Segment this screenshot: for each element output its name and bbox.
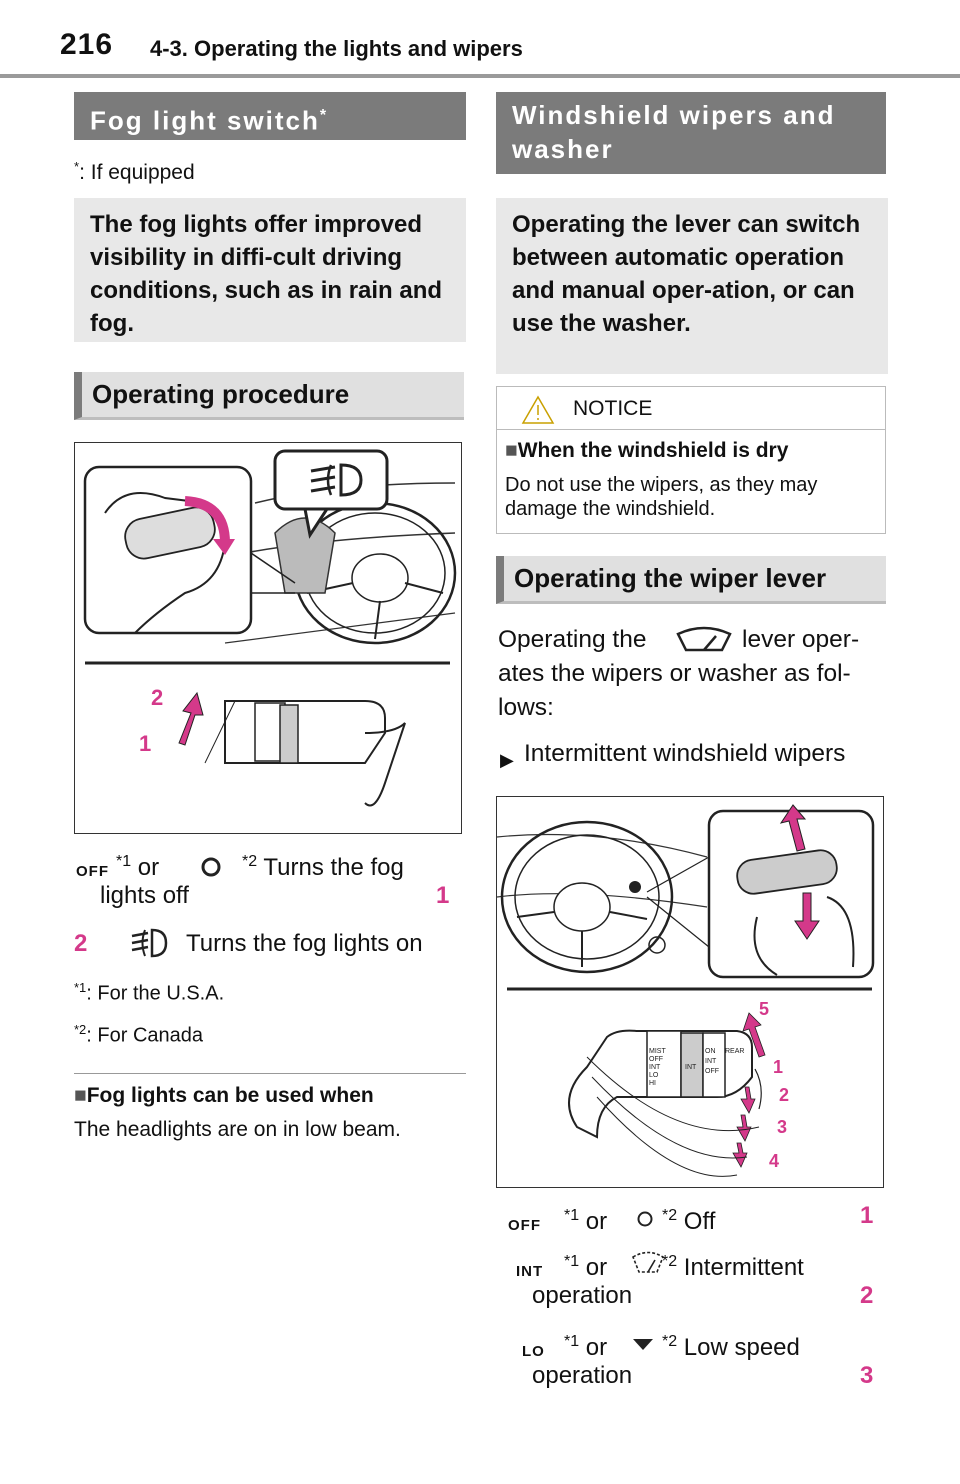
svg-text:INT: INT [705, 1058, 717, 1065]
off-icon: OFF [508, 1217, 541, 1234]
page-number: 216 [60, 28, 114, 61]
svg-text:HI: HI [649, 1080, 656, 1087]
fog-switch-illustration [75, 443, 460, 832]
int-icon: INT [516, 1263, 544, 1280]
wiper-row-int: INT $^{*1}$ or $^{*2}$ Intermittent operation 2 [496, 1246, 888, 1324]
left-column [74, 92, 466, 1142]
fog-intro-box: The fog lights offer improved visibility in diffi-cult driving conditions, such as in rain and fog. [74, 198, 466, 342]
low-speed-triangle-icon [632, 1338, 654, 1352]
note-divider [74, 1073, 466, 1074]
wiper-row-lo: LO $^{*1}$ or $^{*2}$ Low speed operation 3 [522, 1333, 874, 1389]
bullet-intermittent: ▶ Intermittent windshield wipers [496, 738, 888, 774]
section-title-wipers: Windshield wipers and washer [496, 92, 886, 174]
section-title-fog: Fog light switch* [74, 92, 466, 140]
svg-text:MIST: MIST [649, 1048, 666, 1055]
lo-icon: LO [522, 1343, 545, 1360]
footnote-2: $^{*2}$: For Canada [74, 1021, 204, 1047]
svg-text:OFF: OFF [649, 1056, 663, 1063]
wiper-lever-figure [496, 796, 884, 1188]
notice-box [496, 386, 886, 534]
wiper-row-off: OFF $^{*1}$ or $^{*2}$ Off 1 [496, 1200, 888, 1240]
wiper-lever-illustration [497, 797, 882, 1186]
wiper-icon [674, 624, 734, 654]
note-text: The headlights are on in low beam. [74, 1118, 401, 1142]
warning-icon [521, 395, 555, 425]
note-title: ■Fog lights can be used when [74, 1084, 374, 1108]
subsection-operating-procedure: Operating procedure [74, 372, 464, 420]
wiper-figure-label-5: 5 [759, 999, 770, 1019]
fog-item-1: OFF $^{*1}$ or $^{*2}$ Turns the fog lights off 1 [76, 853, 450, 909]
notice-label: NOTICE [573, 397, 653, 420]
fog-figure-label-2: 2 [151, 685, 164, 710]
svg-text:INT: INT [685, 1064, 697, 1071]
svg-text:OFF: OFF [705, 1068, 719, 1075]
svg-text:LO: LO [649, 1072, 659, 1079]
fog-item-2: 2 Turns the fog lights on [74, 930, 423, 957]
right-column [496, 92, 888, 1404]
page-header [0, 0, 960, 78]
header-rule [0, 74, 960, 78]
intermittent-wiper-icon [630, 1250, 666, 1276]
wiper-figure-label-4: 4 [769, 1151, 780, 1171]
svg-text:REAR: REAR [725, 1048, 745, 1055]
ring-off-icon [636, 1210, 654, 1228]
svg-text:ON: ON [705, 1048, 716, 1055]
wiper-figure-label-3: 3 [777, 1117, 788, 1137]
fog-on-icon [130, 928, 170, 958]
wiper-figure-label-1: 1 [773, 1057, 784, 1077]
wiper-paragraph: Operating the lever oper- ates the wipers or washer as fol- lows: [498, 626, 860, 721]
notice-text: Do not use the wipers, as they may damage the windshield. [505, 474, 818, 520]
off-icon: OFF [76, 863, 109, 880]
fog-off-ring-icon [200, 856, 222, 878]
triangle-bullet-icon: ▶ [500, 750, 514, 770]
chapter-title: 4-3. Operating the lights and wipers [150, 36, 523, 61]
fog-switch-figure [74, 442, 462, 834]
subsection-wiper-lever: Operating the wiper lever [496, 556, 886, 604]
equip-note: *: If equipped [74, 159, 195, 184]
fog-figure-label-1: 1 [139, 731, 152, 756]
footnote-1: $^{*1}$: For the U.S.A. [74, 980, 225, 1005]
svg-text:INT: INT [649, 1064, 661, 1071]
notice-title: ■When the windshield is dry [505, 439, 789, 462]
wiper-intro-box: Operating the lever can switch between automatic operation and manual oper-ation, or can use the washer. [496, 198, 888, 374]
wiper-figure-label-2: 2 [779, 1085, 790, 1105]
